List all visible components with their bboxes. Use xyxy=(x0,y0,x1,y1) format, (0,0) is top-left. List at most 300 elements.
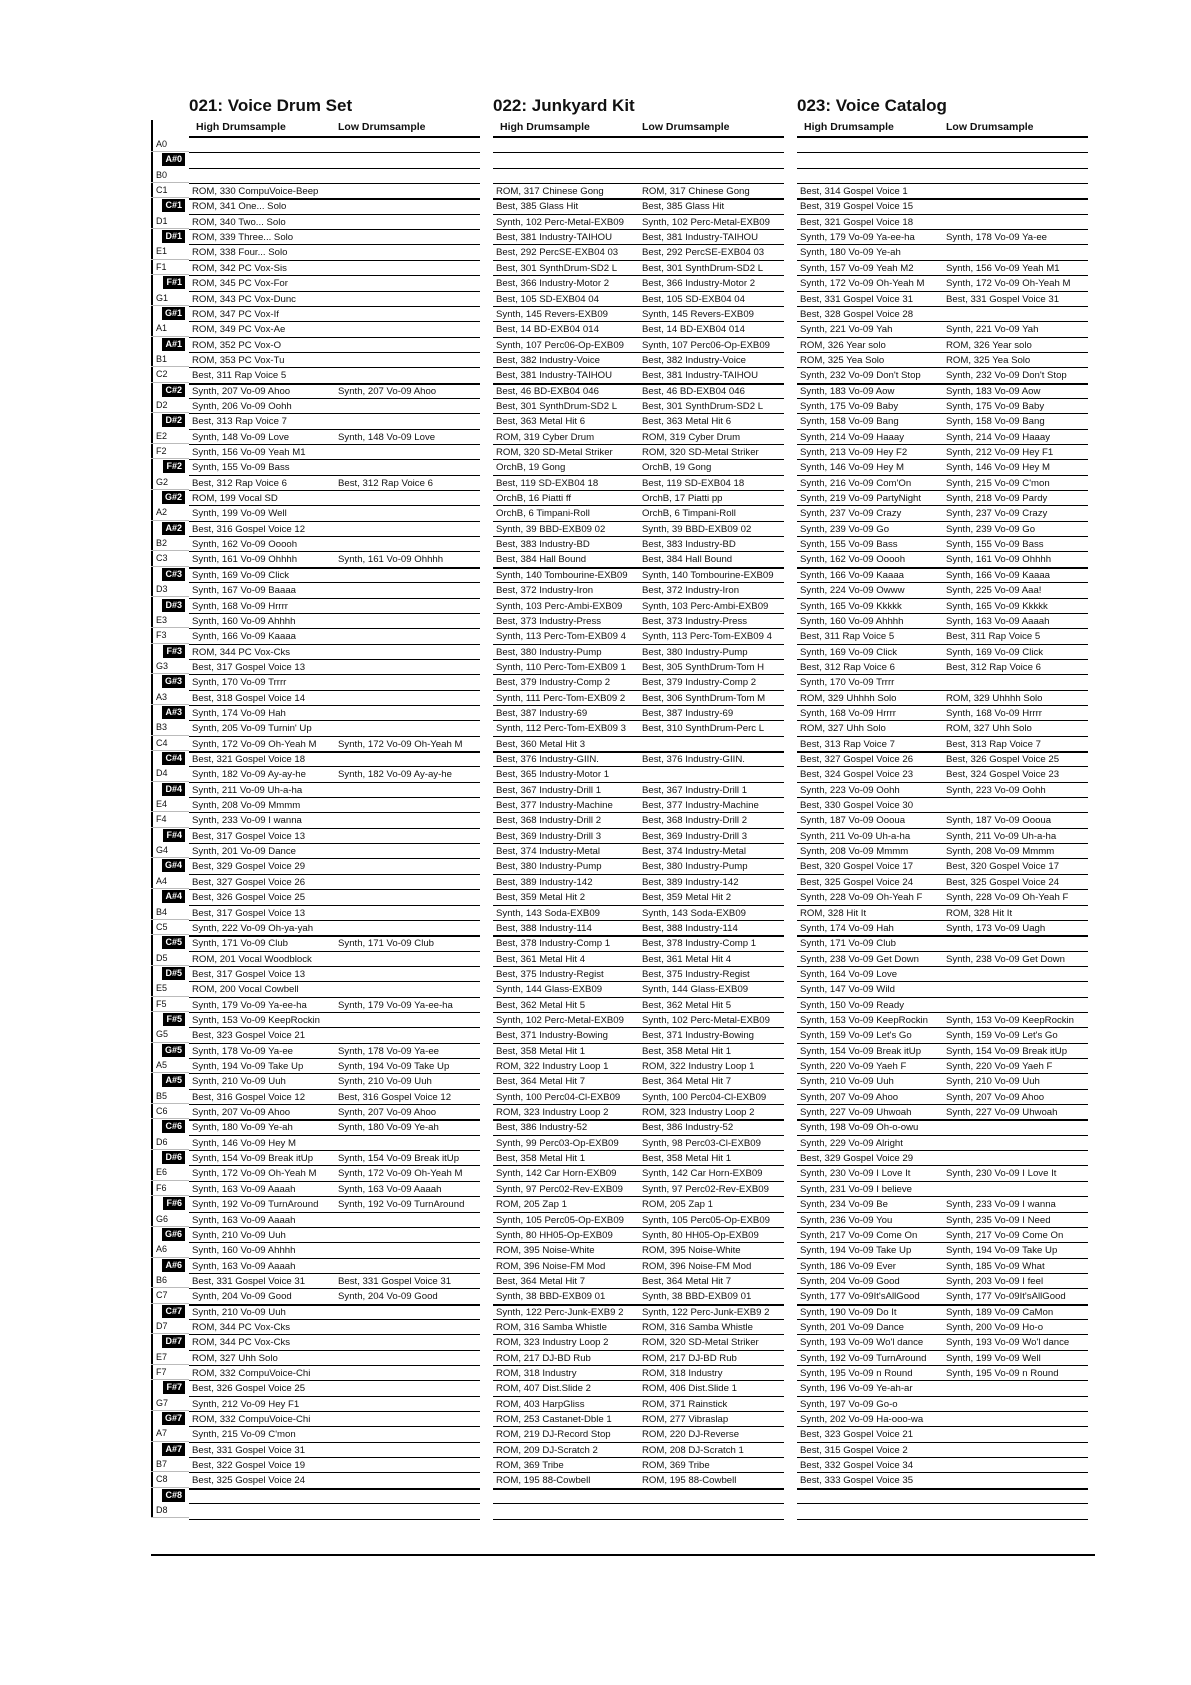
key-g3: G3 xyxy=(151,659,189,674)
key-dsharp4 xyxy=(151,782,189,797)
key-a4: A4 xyxy=(151,874,189,889)
high-drumsample-cell: ROM, 201 Vocal Woodblock xyxy=(192,953,312,965)
high-drumsample-cell: Synth, 154 Vo-09 Break itUp xyxy=(800,1045,922,1057)
low-drumsample-cell xyxy=(338,1013,477,1028)
low-drumsample-cell xyxy=(338,982,477,997)
high-drumsample-cell: ROM, 219 DJ-Record Stop xyxy=(496,1429,611,1441)
low-drumsample-cell: Synth, 155 Vo-09 Bass xyxy=(946,539,1044,551)
low-drumsample-cell: Synth, 177 Vo-09It'sAllGood xyxy=(946,1291,1066,1303)
low-drumsample-cell xyxy=(338,1136,477,1151)
key-gsharp3 xyxy=(151,674,189,689)
key-a5: A5 xyxy=(151,1058,189,1073)
high-drumsample-cell: Synth, 175 Vo-09 Baby xyxy=(800,400,899,412)
high-drumsample-cell: Best, 363 Metal Hit 6 xyxy=(496,416,586,428)
high-drumsample-cell: Synth, 161 Vo-09 Ohhhh xyxy=(192,554,298,566)
low-drumsample-cell: Synth, 107 Perc06-Op-EXB09 xyxy=(642,339,770,351)
low-drumsample-cell: ROM, 220 DJ-Reverse xyxy=(642,1429,740,1441)
high-drumsample-cell: Synth, 111 Perc-Tom-EXB09 2 xyxy=(496,692,626,704)
key-label: F#6 xyxy=(163,1197,185,1210)
low-drumsample-cell xyxy=(338,844,477,859)
key-f5: F5 xyxy=(151,997,189,1012)
low-drumsample-cell xyxy=(338,752,477,767)
high-drumsample-cell xyxy=(192,1504,332,1519)
high-drumsample-cell: ROM, 328 Hit It xyxy=(800,907,867,919)
key-label: D#2 xyxy=(162,414,185,427)
high-drumsample-cell xyxy=(800,1489,940,1504)
low-drumsample-cell xyxy=(946,1381,1085,1396)
low-drumsample-cell: Best, 378 Industry-Comp 1 xyxy=(642,938,757,950)
low-drumsample-cell: Synth, 154 Vo-09 Break itUp xyxy=(946,1045,1068,1057)
high-drumsample-cell: ROM, 195 88-Cowbell xyxy=(496,1475,591,1487)
low-drumsample-cell: Synth, 173 Vo-09 Uagh xyxy=(946,922,1046,934)
key-gsharp5 xyxy=(151,1043,189,1058)
key-fsharp5 xyxy=(151,1012,189,1027)
key-label: G#3 xyxy=(162,675,185,688)
high-drumsample-cell: Synth, 172 Vo-09 Oh-Yeah M xyxy=(192,1168,317,1180)
low-drumsample-cell: Best, 376 Industry-GIIN. xyxy=(642,754,745,765)
high-drumsample-cell: Synth, 219 Vo-09 PartyNight xyxy=(800,493,922,505)
low-drumsample-cell: Synth, 168 Vo-09 Hrrrr xyxy=(946,707,1042,719)
high-drumsample-cell: Synth, 146 Vo-09 Hey M xyxy=(800,462,904,474)
low-drumsample-cell xyxy=(338,491,477,506)
key-label: A#3 xyxy=(162,706,185,719)
low-drumsample-cell: Best, 361 Metal Hit 4 xyxy=(642,953,732,965)
high-drumsample-cell: Synth, 210 Vo-09 Uuh xyxy=(800,1076,894,1088)
low-drumsample-cell xyxy=(338,1473,477,1488)
low-drumsample-cell xyxy=(338,1259,477,1274)
high-drumsample-cell: ROM, 326 Year solo xyxy=(800,339,886,351)
low-drumsample-cell: ROM, 195 88-Cowbell xyxy=(642,1475,737,1487)
low-drumsample-cell: Synth, 161 Vo-09 Ohhhh xyxy=(946,554,1052,566)
high-drumsample-cell: ROM, 332 CompuVoice-Chi xyxy=(192,1368,311,1379)
low-drumsample-cell: Synth, 105 Perc05-Op-EXB09 xyxy=(642,1214,770,1226)
low-drumsample-cell xyxy=(642,169,781,184)
low-drumsample-cell: Synth, 238 Vo-09 Get Down xyxy=(946,953,1065,965)
low-drumsample-cell xyxy=(338,859,477,874)
key-g4: G4 xyxy=(151,843,189,858)
low-drumsample-cell: Synth, 228 Vo-09 Oh-Yeah F xyxy=(946,892,1069,904)
low-drumsample-cell: ROM, 371 Rainstick xyxy=(642,1398,728,1410)
key-d2: D2 xyxy=(151,398,189,413)
low-drumsample-cell: Synth, 172 Vo-09 Oh-Yeah M xyxy=(338,1168,463,1180)
key-asharp4 xyxy=(151,889,189,904)
high-drumsample-cell: Synth, 230 Vo-09 I Love It xyxy=(800,1168,911,1180)
low-drumsample-cell: Synth, 98 Perc03-Cl-EXB09 xyxy=(642,1137,761,1149)
high-drumsample-cell: Best, 325 Gospel Voice 24 xyxy=(192,1475,306,1487)
key-b1: B1 xyxy=(151,352,189,367)
high-drumsample-cell: Synth, 100 Perc04-Cl-EXB09 xyxy=(496,1091,621,1103)
high-drumsample-cell: Synth, 222 Vo-09 Oh-ya-yah xyxy=(192,922,314,934)
key-label: F#1 xyxy=(163,276,185,289)
key-c2: C2 xyxy=(151,367,189,382)
high-drumsample-cell: Best, 333 Gospel Voice 35 xyxy=(800,1475,914,1487)
low-drumsample-cell xyxy=(338,1351,477,1366)
high-drumsample-cell: ROM, 395 Noise-White xyxy=(496,1245,595,1257)
high-drumsample-cell: ROM, 342 PC Vox-Sis xyxy=(192,262,287,274)
key-label: C#3 xyxy=(162,568,185,581)
low-drumsample-cell xyxy=(946,245,1085,260)
high-drumsample-cell: Synth, 142 Car Horn-EXB09 xyxy=(496,1168,617,1180)
low-drumsample-cell: Synth, 232 Vo-09 Don't Stop xyxy=(946,370,1067,382)
key-d6: D6 xyxy=(151,1135,189,1150)
low-drumsample-cell xyxy=(338,537,477,552)
low-drumsample-cell: Best, 388 Industry-114 xyxy=(642,922,738,934)
low-drumsample-cell xyxy=(946,1489,1085,1504)
low-drumsample-cell: Best, 375 Industry-Regist xyxy=(642,968,750,980)
high-drumsample-cell: Synth, 193 Vo-09 Wo'l dance xyxy=(800,1337,924,1349)
low-drumsample-cell: Synth, 172 Vo-09 Oh-Yeah M xyxy=(946,278,1071,290)
low-drumsample-cell: Synth, 159 Vo-09 Let's Go xyxy=(946,1030,1058,1042)
low-drumsample-cell xyxy=(338,322,477,337)
low-drumsample-cell: Best, 311 Rap Voice 5 xyxy=(946,631,1041,643)
low-drumsample-cell: Synth, 210 Vo-09 Uuh xyxy=(338,1076,432,1088)
low-drumsample-cell: ROM, 323 Industry Loop 2 xyxy=(642,1107,755,1119)
high-drumsample-cell xyxy=(800,153,940,168)
high-drumsample-cell: Best, 376 Industry-GIIN. xyxy=(496,754,599,765)
high-drumsample-cell: Synth, 103 Perc-Ambi-EXB09 xyxy=(496,600,623,612)
low-drumsample-cell: Synth, 38 BBD-EXB09 01 xyxy=(642,1291,752,1303)
low-drumsample-cell: Best, 359 Metal Hit 2 xyxy=(642,892,732,904)
high-drumsample-cell: Synth, 205 Vo-09 Turnin' Up xyxy=(192,723,312,735)
low-drumsample-cell: Synth, 178 Vo-09 Ya-ee xyxy=(338,1045,439,1057)
low-drumsample-cell: Best, 364 Metal Hit 7 xyxy=(642,1275,732,1287)
low-drumsample-cell: ROM, 317 Chinese Gong xyxy=(642,186,750,198)
high-drumsample-cell: ROM, 352 PC Vox-O xyxy=(192,339,282,351)
low-drumsample-cell: Synth, 146 Vo-09 Hey M xyxy=(946,462,1050,474)
key-c6: C6 xyxy=(151,1104,189,1119)
low-drumsample-cell: Best, 358 Metal Hit 1 xyxy=(642,1045,732,1057)
low-drumsample-cell: Synth, 178 Vo-09 Ya-ee xyxy=(946,232,1047,244)
low-drumsample-cell xyxy=(338,583,477,598)
high-drumsample-cell: Synth, 163 Vo-09 Aaaah xyxy=(192,1260,296,1272)
key-dsharp1 xyxy=(151,229,189,244)
key-label: F#5 xyxy=(163,1013,185,1026)
low-drumsample-cell xyxy=(338,184,477,199)
high-drumsample-cell: Synth, 210 Vo-09 Uuh xyxy=(192,1229,286,1241)
low-drumsample-cell: Best, 301 SynthDrum-SD2 L xyxy=(642,400,764,412)
low-drumsample-cell xyxy=(946,1136,1085,1151)
high-drumsample-cell: ROM, 343 PC Vox-Dunc xyxy=(192,293,296,305)
high-drumsample-cell: Synth, 168 Vo-09 Hrrrr xyxy=(192,600,288,612)
high-drumsample-cell: Synth, 177 Vo-09It'sAllGood xyxy=(800,1291,920,1303)
high-drumsample-cell: Best, 324 Gospel Voice 23 xyxy=(800,769,914,781)
key-fsharp6 xyxy=(151,1196,189,1211)
high-drumsample-cell: ROM, 325 Yea Solo xyxy=(800,354,885,366)
high-drumsample-cell: Synth, 236 Vo-09 You xyxy=(800,1214,893,1226)
low-drumsample-cell: Synth, 100 Perc04-Cl-EXB09 xyxy=(642,1091,767,1103)
low-drumsample-cell: Best, 306 SynthDrum-Tom M xyxy=(642,692,766,704)
high-drumsample-cell: Best, 380 Industry-Pump xyxy=(496,646,602,658)
key-e6: E6 xyxy=(151,1165,189,1180)
low-drumsample-cell: ROM, 320 SD-Metal Striker xyxy=(642,447,759,458)
key-label: D#4 xyxy=(162,783,185,796)
high-drumsample-cell: ROM, 344 PC Vox-Cks xyxy=(192,1337,291,1349)
low-drumsample-cell xyxy=(946,936,1085,951)
high-drumsample-cell: Synth, 143 Soda-EXB09 xyxy=(496,907,601,919)
low-drumsample-cell: OrchB, 17 Piatti pp xyxy=(642,493,723,505)
low-drumsample-cell xyxy=(338,813,477,828)
low-drumsample-cell: Synth, 237 Vo-09 Crazy xyxy=(946,508,1048,520)
low-drumsample-cell: Synth, 189 Vo-09 CaMon xyxy=(946,1306,1054,1318)
high-drumsample-cell: Synth, 169 Vo-09 Click xyxy=(800,646,898,658)
high-drumsample-cell: Synth, 172 Vo-09 Oh-Yeah M xyxy=(192,738,317,750)
low-drumsample-cell: Best, 301 SynthDrum-SD2 L xyxy=(642,262,764,274)
low-drumsample-cell: Synth, 144 Glass-EXB09 xyxy=(642,984,749,996)
low-drumsample-cell xyxy=(338,783,477,798)
low-drumsample-cell: Synth, 217 Vo-09 Come On xyxy=(946,1229,1064,1241)
low-drumsample-cell: ROM, 327 Uhh Solo xyxy=(946,723,1032,735)
high-drumsample-cell: Best, 331 Gospel Voice 31 xyxy=(192,1275,306,1287)
key-d1: D1 xyxy=(151,214,189,229)
low-drumsample-cell xyxy=(338,261,477,276)
high-drumsample-cell: Synth, 202 Vo-09 Ha-ooo-wa xyxy=(800,1414,924,1426)
high-drumsample-cell: Synth, 232 Vo-09 Don't Stop xyxy=(800,370,921,382)
low-drumsample-cell: Best, 377 Industry-Machine xyxy=(642,800,759,812)
key-d8: D8 xyxy=(151,1503,189,1518)
key-e3: E3 xyxy=(151,613,189,628)
high-drumsample-cell: Synth, 158 Vo-09 Bang xyxy=(800,416,899,428)
key-b4: B4 xyxy=(151,905,189,920)
high-drumsample-cell: ROM, 345 PC Vox-For xyxy=(192,278,288,290)
high-drumsample-cell: Synth, 201 Vo-09 Dance xyxy=(800,1321,905,1333)
low-drumsample-cell: Synth, 171 Vo-09 Club xyxy=(338,938,435,950)
low-drumsample-cell: Synth, 235 Vo-09 I Need xyxy=(946,1214,1051,1226)
low-drumsample-cell xyxy=(338,1028,477,1043)
key-dsharp7 xyxy=(151,1334,189,1349)
low-drumsample-cell: Synth, 223 Vo-09 Oohh xyxy=(946,784,1046,796)
key-a3: A3 xyxy=(151,690,189,705)
high-drumsample-cell: Synth, 208 Vo-09 Mmmm xyxy=(800,846,909,858)
high-drumsample-cell: Best, 330 Gospel Voice 30 xyxy=(800,800,914,812)
key-label: A#7 xyxy=(162,1443,185,1456)
high-drumsample-cell: Synth, 190 Vo-09 Do It xyxy=(800,1306,897,1318)
low-drumsample-cell: ROM, 316 Samba Whistle xyxy=(642,1321,753,1333)
high-drumsample-cell: Synth, 105 Perc05-Op-EXB09 xyxy=(496,1214,624,1226)
high-drumsample-cell: Synth, 112 Perc-Tom-EXB09 3 xyxy=(496,723,626,735)
low-drumsample-cell: Synth, 183 Vo-09 Aow xyxy=(946,385,1041,397)
high-drumsample-cell: ROM, 407 Dist.Slide 2 xyxy=(496,1383,591,1395)
high-drumsample-cell: Synth, 207 Vo-09 Ahoo xyxy=(800,1091,899,1103)
key-dsharp5 xyxy=(151,966,189,981)
high-drumsample-cell: Synth, 147 Vo-09 Wild xyxy=(800,984,895,996)
high-drumsample-cell xyxy=(800,169,940,184)
low-drumsample-cell xyxy=(338,506,477,521)
high-drumsample-cell: Synth, 229 Vo-09 Alright xyxy=(800,1137,903,1149)
key-csharp1 xyxy=(151,198,189,213)
low-drumsample-cell: ROM, 396 Noise-FM Mod xyxy=(642,1260,752,1272)
low-drumsample-cell: Synth, 142 Car Horn-EXB09 xyxy=(642,1168,763,1180)
high-drumsample-cell: Synth, 163 Vo-09 Aaaah xyxy=(192,1183,296,1195)
low-drumsample-cell: Synth, 163 Vo-09 Aaaah xyxy=(338,1183,442,1195)
high-drumsample-cell: Best, 315 Gospel Voice 2 xyxy=(800,1444,908,1456)
high-drumsample-cell: OrchB, 19 Gong xyxy=(496,462,566,474)
low-drumsample-cell xyxy=(338,660,477,675)
low-drumsample-cell xyxy=(338,1489,477,1504)
high-drumsample-cell: ROM, 329 Uhhhh Solo xyxy=(800,692,897,704)
high-drumsample-cell: Best, 358 Metal Hit 1 xyxy=(496,1045,586,1057)
low-drumsample-cell: Best, 381 Industry-TAIHOU xyxy=(642,232,759,244)
low-drumsample-cell: Synth, 169 Vo-09 Click xyxy=(946,646,1044,658)
high-drumsample-cell: Synth, 199 Vo-09 Well xyxy=(192,508,287,520)
low-drumsample-cell xyxy=(338,1427,477,1442)
high-drumsample-cell: Synth, 210 Vo-09 Uuh xyxy=(192,1306,286,1318)
high-drumsample-cell: Synth, 167 Vo-09 Baaaa xyxy=(192,585,297,597)
high-drumsample-cell: Synth, 211 Vo-09 Uh-a-ha xyxy=(192,784,303,796)
high-drumsample-cell: Synth, 223 Vo-09 Oohh xyxy=(800,784,900,796)
high-drumsample-cell: Synth, 224 Vo-09 Owww xyxy=(800,585,905,597)
high-drumsample-cell: ROM, 199 Vocal SD xyxy=(192,493,278,505)
high-drumsample-cell: ROM, 317 Chinese Gong xyxy=(496,186,604,198)
high-drumsample-cell: Best, 321 Gospel Voice 18 xyxy=(800,216,914,228)
high-drumsample-cell: Best, 369 Industry-Drill 3 xyxy=(496,830,602,842)
high-drumsample-cell: Synth, 212 Vo-09 Hey F1 xyxy=(192,1398,300,1410)
low-drumsample-cell: Synth, 148 Vo-09 Love xyxy=(338,431,436,443)
low-drumsample-cell: Best, 310 SynthDrum-Perc L xyxy=(642,723,765,735)
high-drumsample-cell: Best, 331 Gospel Voice 31 xyxy=(800,293,914,305)
high-drumsample-cell: Synth, 221 Vo-09 Yah xyxy=(800,324,893,336)
low-drumsample-cell: Best, 312 Rap Voice 6 xyxy=(946,661,1041,673)
low-drumsample-cell: Synth, 145 Revers-EXB09 xyxy=(642,308,754,320)
high-drumsample-cell: Best, 323 Gospel Voice 21 xyxy=(800,1429,914,1441)
key-label: C#5 xyxy=(162,936,185,949)
low-drumsample-cell: Best, 316 Gospel Voice 12 xyxy=(338,1091,452,1103)
key-label: D#1 xyxy=(162,230,185,243)
high-drumsample-cell: Synth, 107 Perc06-Op-EXB09 xyxy=(496,339,624,351)
low-drumsample-cell: Best, 389 Industry-142 xyxy=(642,876,739,888)
kit-title: 021: Voice Drum Set xyxy=(189,96,353,115)
low-drumsample-cell: Synth, 212 Vo-09 Hey F1 xyxy=(946,447,1054,458)
high-drumsample-cell: Synth, 210 Vo-09 Uuh xyxy=(192,1076,286,1088)
key-b7: B7 xyxy=(151,1457,189,1472)
high-drumsample-cell: Best, 46 BD-EXB04 046 xyxy=(496,385,599,397)
high-drumsample-cell: Synth, 228 Vo-09 Oh-Yeah F xyxy=(800,892,923,904)
low-drumsample-cell: ROM, 277 Vibraslap xyxy=(642,1414,729,1426)
high-drumsample-cell: Synth, 180 Vo-09 Ye-ah xyxy=(800,247,901,259)
key-label: A#6 xyxy=(162,1259,185,1272)
high-drumsample-cell: Best, 313 Rap Voice 7 xyxy=(192,416,287,428)
low-drumsample-cell: Best, 380 Industry-Pump xyxy=(642,861,748,873)
low-drumsample-cell: Synth, 195 Vo-09 n Round xyxy=(946,1368,1059,1379)
high-drumsample-cell xyxy=(800,1504,940,1519)
low-drumsample-cell xyxy=(946,675,1085,690)
high-drumsample-cell: ROM, 341 One... Solo xyxy=(192,201,287,213)
high-drumsample-cell: Synth, 227 Vo-09 Uhwoah xyxy=(800,1107,912,1119)
low-drumsample-cell xyxy=(338,1228,477,1243)
low-drumsample-cell xyxy=(338,1305,477,1320)
low-drumsample-cell: Synth, 143 Soda-EXB09 xyxy=(642,907,747,919)
high-drumsample-cell: Best, 358 Metal Hit 1 xyxy=(496,1153,586,1165)
high-drumsample-cell: Synth, 195 Vo-09 n Round xyxy=(800,1368,913,1379)
key-label: C#8 xyxy=(162,1489,185,1502)
low-drumsample-cell: Synth, 163 Vo-09 Aaaah xyxy=(946,615,1050,627)
low-drumsample-cell: Best, 46 BD-EXB04 046 xyxy=(642,385,745,397)
key-gsharp1 xyxy=(151,306,189,321)
high-drumsample-cell: ROM, 353 PC Vox-Tu xyxy=(192,354,285,366)
key-label: C#6 xyxy=(162,1120,185,1133)
low-drumsample-cell xyxy=(338,276,477,291)
high-drumsample-cell: Synth, 159 Vo-09 Let's Go xyxy=(800,1030,912,1042)
high-drumsample-cell: Synth, 174 Vo-09 Hah xyxy=(192,707,286,719)
low-drumsample-cell: Best, 383 Industry-BD xyxy=(642,539,736,551)
low-drumsample-cell: Best, 374 Industry-Metal xyxy=(642,846,746,858)
high-drumsample-cell: Best, 326 Gospel Voice 25 xyxy=(192,892,306,904)
high-drumsample-cell: Synth, 113 Perc-Tom-EXB09 4 xyxy=(496,631,626,643)
low-drumsample-cell xyxy=(338,952,477,967)
high-drumsample-cell: ROM, 338 Four... Solo xyxy=(192,247,288,259)
key-g1: G1 xyxy=(151,291,189,306)
high-drumsample-cell: Synth, 207 Vo-09 Ahoo xyxy=(192,1107,291,1119)
key-a0: A0 xyxy=(151,137,189,152)
key-e5: E5 xyxy=(151,981,189,996)
key-c1: C1 xyxy=(151,183,189,198)
key-label: D#3 xyxy=(162,599,185,612)
high-drumsample-cell: Synth, 122 Perc-Junk-EXB9 2 xyxy=(496,1306,624,1318)
key-label: F#4 xyxy=(163,829,185,842)
high-drumsample-cell: Best, 328 Gospel Voice 28 xyxy=(800,308,914,320)
low-drumsample-cell xyxy=(338,890,477,905)
key-dsharp3 xyxy=(151,598,189,613)
high-drumsample-cell: Synth, 237 Vo-09 Crazy xyxy=(800,508,902,520)
high-drumsample-cell: ROM, 323 Industry Loop 2 xyxy=(496,1107,609,1119)
high-drumsample-cell: Synth, 239 Vo-09 Go xyxy=(800,523,890,535)
low-drumsample-cell: ROM, 328 Hit It xyxy=(946,907,1013,919)
high-drumsample-cell: Synth, 144 Glass-EXB09 xyxy=(496,984,603,996)
high-drumsample-cell: Synth, 39 BBD-EXB09 02 xyxy=(496,523,606,535)
low-drumsample-cell xyxy=(338,153,477,168)
low-drumsample-cell xyxy=(338,445,477,460)
key-label: A#4 xyxy=(162,890,185,903)
low-drumsample-cell xyxy=(946,1182,1085,1197)
key-g5: G5 xyxy=(151,1027,189,1042)
high-drumsample-cell: Best, 381 Industry-TAIHOU xyxy=(496,232,613,244)
low-drumsample-cell: ROM, 369 Tribe xyxy=(642,1460,710,1472)
high-drumsample-cell: Synth, 146 Vo-09 Hey M xyxy=(192,1137,296,1149)
low-drumsample-cell xyxy=(338,599,477,614)
key-b5: B5 xyxy=(151,1089,189,1104)
low-drumsample-cell xyxy=(946,169,1085,184)
key-e1: E1 xyxy=(151,244,189,259)
low-drumsample-cell xyxy=(946,184,1085,199)
key-fsharp3 xyxy=(151,644,189,659)
high-drumsample-cell: ROM, 205 Zap 1 xyxy=(496,1199,567,1211)
low-drumsample-cell xyxy=(642,138,781,153)
low-drumsample-cell xyxy=(338,307,477,322)
low-drumsample-cell xyxy=(338,568,477,583)
high-drumsample-cell: Synth, 160 Vo-09 Ahhhh xyxy=(800,615,904,627)
key-a2: A2 xyxy=(151,505,189,520)
high-drumsample-cell: ROM, 403 HarpGliss xyxy=(496,1398,585,1410)
low-drumsample-cell xyxy=(338,967,477,982)
low-drumsample-cell xyxy=(642,1504,781,1519)
high-drumsample-cell xyxy=(800,138,940,153)
high-drumsample-cell: Synth, 163 Vo-09 Aaaah xyxy=(192,1214,296,1226)
high-drumsample-header: High Drumsample xyxy=(196,121,286,133)
high-drumsample-cell: Best, 364 Metal Hit 7 xyxy=(496,1275,586,1287)
key-d4: D4 xyxy=(151,766,189,781)
low-drumsample-cell: Synth, 192 Vo-09 TurnAround xyxy=(338,1199,465,1211)
high-drumsample-cell xyxy=(496,169,636,184)
high-drumsample-cell: Synth, 145 Revers-EXB09 xyxy=(496,308,608,320)
high-drumsample-cell: Best, 365 Industry-Motor 1 xyxy=(496,769,610,781)
key-label: G#2 xyxy=(162,491,185,504)
low-drumsample-cell xyxy=(338,675,477,690)
low-drumsample-cell: Synth, 165 Vo-09 Kkkkk xyxy=(946,600,1048,612)
high-drumsample-cell: Best, 313 Rap Voice 7 xyxy=(800,738,895,750)
low-drumsample-cell: Synth, 203 Vo-09 I feel xyxy=(946,1275,1044,1287)
high-drumsample-cell: Synth, 211 Vo-09 Uh-a-ha xyxy=(800,830,911,842)
high-drumsample-cell: Best, 378 Industry-Comp 1 xyxy=(496,938,611,950)
high-drumsample-cell: ROM, 330 CompuVoice-Beep xyxy=(192,186,319,198)
